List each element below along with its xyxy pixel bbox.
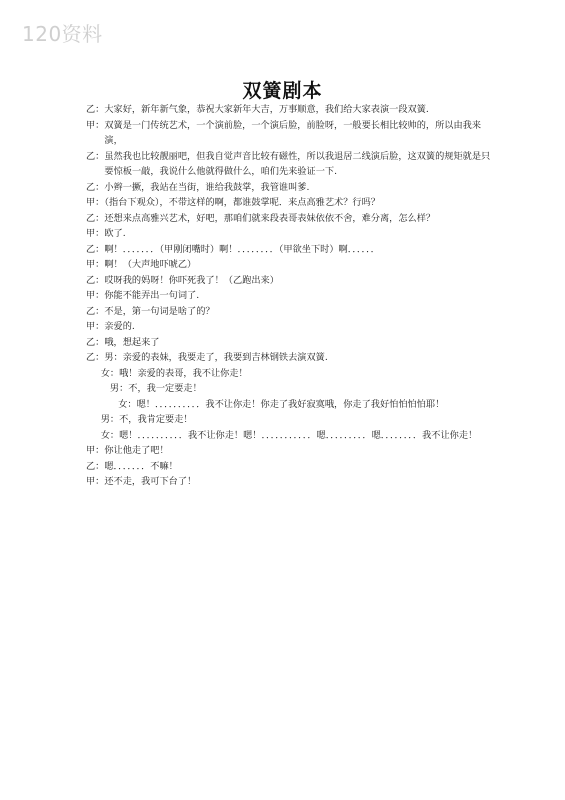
watermark-logo: 120资料 <box>22 22 103 46</box>
script-line: 男：不，我肯定要走！ <box>100 414 193 425</box>
script-line: 甲：亲爱的. <box>86 321 135 332</box>
script-line: 乙：虽然我也比较靓丽吧，但我自觉声音比较有磁性，所以我退居二线演后脸，这双簧的规矩就是只要惊板一敲，我说什么他就得做什么，咱们先来验证一下. <box>86 150 491 177</box>
script-line: 乙：小辫一撅，我站在当街，谁给我鼓掌，我管谁叫爹. <box>86 181 310 193</box>
page-title: 双簧剧本 <box>242 80 323 102</box>
script-line: 乙：还想来点高雅兴艺术，好吧，那咱们就来段表哥表妹依依不舍，难分离，怎么样？ <box>86 212 436 224</box>
script-line: 乙：啊！．．．．．．．（甲刚闭嘴时）啊！．．．．．．．．（甲欲坐下时）啊．．．．．． <box>86 243 380 255</box>
script-line: 甲：欧了. <box>86 228 126 239</box>
script-line: 乙：大家好，新年新气象，恭祝大家新年大吉，万事顺意，我们给大家表演一段双簧. <box>86 104 429 115</box>
script-line: 乙：嗯．．．．．．．不嘛！ <box>86 460 178 472</box>
script-line: 甲：还不走，我可下台了！ <box>86 476 197 487</box>
script-line: 乙：男：亲爱的表妹，我要走了，我要到吉林钢铁去演双簧. <box>86 352 328 363</box>
script-line: 甲：啊！（大声地吓唬乙） <box>86 259 197 270</box>
script-line: 甲：你能不能弄出一句词了. <box>86 290 200 301</box>
script-line: 女：哦！亲爱的表哥，我不让你走！ <box>100 367 248 379</box>
script-line: 女：嗯！．．．．．．．．．．我不让你走！嗯！．．．．．．．．．．．嗯．．．．．．．．．嗯．．．．．．．．我不让你走！ <box>100 429 478 441</box>
script-line: 甲：双簧是一门传统艺术，一个演前脸，一个演后脸，前脸呀，一般要长相比较帅的，所以由我来演， <box>86 119 482 146</box>
script-line: 乙：哦，想起来了 <box>86 336 160 348</box>
script-line: 男：不，我一定要走！ <box>109 383 202 394</box>
script-line: 甲：你让他走了吧！ <box>86 445 169 456</box>
script-line: 甲：（指台下观众），不带这样的啊，都谁鼓掌呢．来点高雅艺术？行吗？ <box>86 197 380 208</box>
script-line: 乙：不是，第一句词是啥了的？ <box>86 305 215 317</box>
script-body <box>86 102 496 490</box>
script-line: 乙：哎呀我的妈呀！你吓死我了！（乙跑出来） <box>86 274 279 286</box>
script-line: 女：嗯！．．．．．．．．．．我不让你走！你走了我好寂寞哦，你走了我好怕怕怕怕耶！ <box>118 398 445 410</box>
